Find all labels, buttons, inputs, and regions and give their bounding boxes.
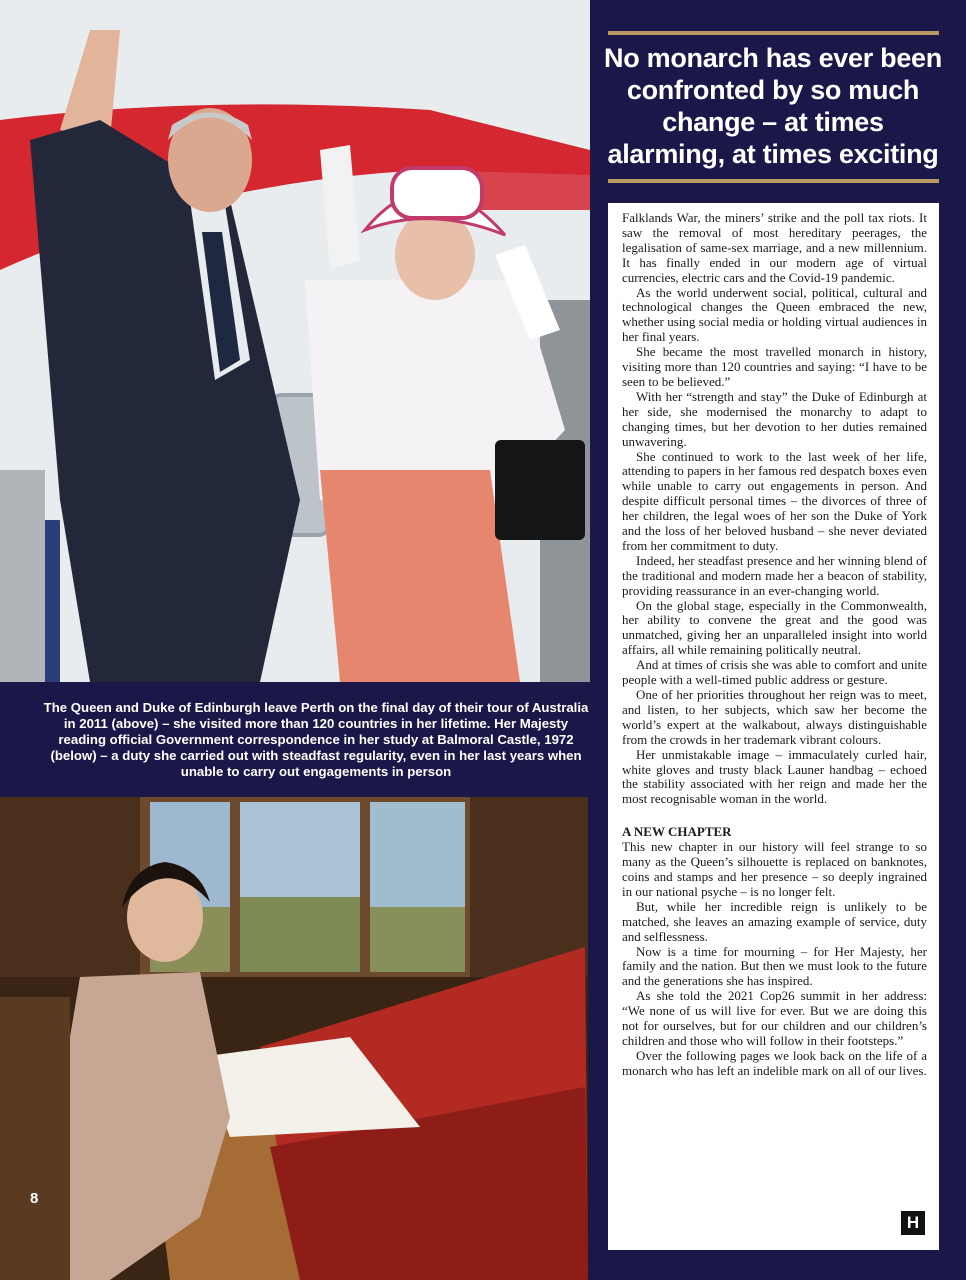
article-paragraph: Over the following pages we look back on the life of a monarch who has left an indelible mark on all of our lives.: [622, 1047, 927, 1078]
article-paragraph: Now is a time for mourning – for Her Majesty, her family and the nation. But then we must look to the future and the generations she has inspired.: [622, 943, 927, 989]
photo-queen-at-desk-art: [0, 797, 588, 1280]
headline: No monarch has ever been confronted by so much change – at times alarming, at times exciting: [604, 43, 942, 169]
headline-rule-top: [608, 31, 939, 35]
article-subhead: A NEW CHAPTER: [622, 824, 732, 840]
article-paragraph: One of her priorities throughout her reign was to meet, and listen, to her subjects, which saw her become the world’s expert at the walkabout, always distinguishable from the crowds in her trademark vibrant colours.: [622, 687, 927, 747]
article-paragraph: As the world underwent social, political, cultural and technological changes the Queen embraced the new, whether using social media or holding virtual audiences in her final years.: [622, 284, 927, 345]
article-paragraph: She continued to work to the last week of her life, attending to papers in her famous red despatch boxes even while unable to carry out engagements in person. And despite difficult personal times – the divorces of three of her children, the legal woes of her son the Duke of York and the loss of her beloved husband – she never deviated from her commitment to duty.: [622, 448, 927, 553]
article-paragraph: With her “strength and stay” the Duke of Edinburgh at her side, she modernised the monarchy to adapt to changing times, but her devotion to her duties remained unwavering.: [622, 388, 927, 449]
article-paragraph: As she told the 2021 Cop26 summit in her address: “We none of us will live for ever. But we are doing this not for ourselves, but for our children and our children’s children and those who will follow in their footsteps.”: [622, 988, 927, 1048]
article-paragraph: Falklands War, the miners’ strike and the poll tax riots. It saw the removal of most hereditary peerages, the legalisation of same-sex marriage, and a new millennium. It has finally ended in our modern age of virtual currencies, electric cars and the Covid-19 pandemic.: [622, 210, 927, 285]
photo-queen-duke-waving: [0, 0, 590, 682]
photo-queen-at-desk: [0, 797, 588, 1280]
photo-queen-duke-waving-art: [0, 0, 590, 682]
headline-rule-bottom: [608, 179, 939, 183]
article-paragraph: This new chapter in our history will feel strange to so many as the Queen’s silhouette is replaced on banknotes, coins and stamps and her presence – so deeply ingrained in our national psyche – is no longer felt.: [622, 839, 927, 899]
photo-caption: The Queen and Duke of Edinburgh leave Perth on the final day of their tour of Australia in 2011 (above) – she visited more than 120 countries in her lifetime. Her Majesty reading official Government correspondence in her study at Balmoral Castle, 1972 (below) – a duty she carried out with steadfast regularity, even in her last years when unable to carry out engagements in person: [43, 700, 589, 779]
article-body: [608, 203, 939, 1250]
article-paragraph: Indeed, her steadfast presence and her winning blend of the traditional and modern made her a beacon of stability, providing reassurance in an ever-changing world.: [622, 552, 927, 598]
article-paragraph: She became the most travelled monarch in history, visiting more than 120 countries and saying: “I have to be seen to be believed.”: [622, 344, 927, 389]
publication-logo: H: [901, 1211, 925, 1235]
article-paragraph: Her unmistakable image – immaculately curled hair, white gloves and trusty black Launer handbag – echoed the stability associated with her reign and made her the most recognisable woman in the world.: [622, 746, 927, 807]
article-paragraph: But, while her incredible reign is unlikely to be matched, she leaves an amazing example of service, duty and selflessness.: [622, 898, 927, 944]
article-paragraph: On the global stage, especially in the Commonwealth, her ability to convene the great and the good was unmatched, giving her an unparalleled insight into world affairs, all while remaining politically neutral.: [622, 597, 927, 658]
page-number: 8: [30, 1190, 39, 1207]
article-paragraph: And at times of crisis she was able to comfort and unite people with a well-timed public address or gesture.: [622, 657, 927, 688]
